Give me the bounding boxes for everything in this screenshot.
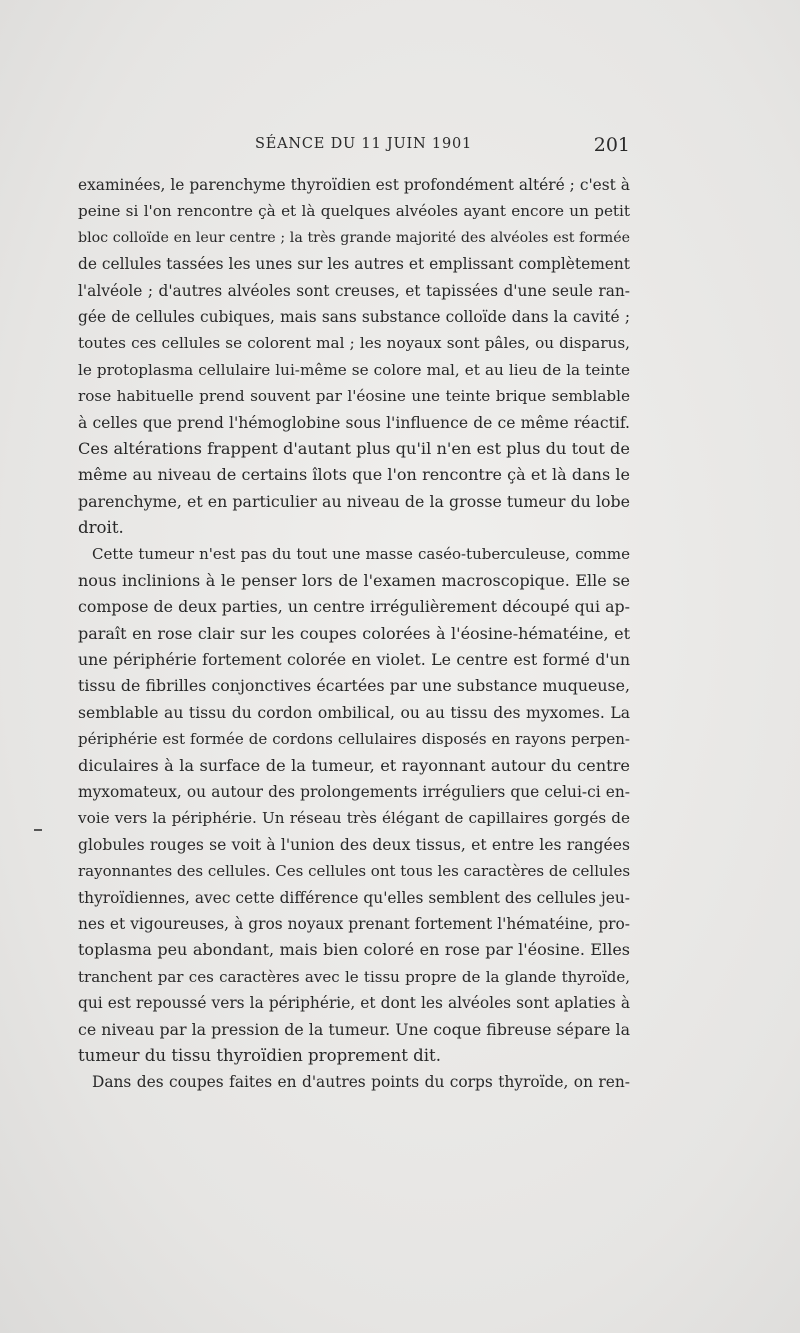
body-text [78,172,630,1096]
text-line: rose habituelle prend souvent par l'éosine une teinte brique semblable [78,387,630,406]
text-line: tumeur du tissu thyroïdien proprement dit. [78,1045,442,1065]
page-header [78,134,630,160]
text-line: même au niveau de certains îlots que l'on rencontre çà et là dans le [78,465,630,485]
paragraph-first-line: Cette tumeur n'est pas du tout une masse caséo-tuberculeuse, comme [92,545,630,564]
text-line: voie vers la périphérie. Un réseau très élégant de capillaires gorgés de [78,809,630,828]
text-line: examinées, le parenchyme thyroïdien est profondément altéré ; c'est à [78,176,630,194]
text-line: thyroïdiennes, avec cette différence qu'elles semblent des cellules jeu- [78,888,630,907]
text-line: toutes ces cellules se colorent mal ; les noyaux sont pâles, ou disparus, [78,334,630,353]
text-line: semblable au tissu du cordon ombilical, ou au tissu des myxomes. La [78,703,630,722]
text-line: bloc colloïde en leur centre ; la très grande majorité des alvéoles est formée [78,229,630,246]
text-line: gée de cellules cubiques, mais sans substance colloïde dans la cavité ; [78,307,630,326]
text-line: nous inclinions à le penser lors de l'examen macroscopique. Elle se [78,570,630,590]
text-line: toplasma peu abondant, mais bien coloré en rose par l'éosine. Elles [78,940,630,960]
text-line: tissu de fibrilles conjonctives écartées par une substance muqueuse, [78,676,630,696]
text-line: rayonnantes des cellules. Ces cellules ont tous les caractères de cellules [78,862,631,881]
text-line: ce niveau par la pression de la tumeur. Une coque fibreuse sépare la [78,1019,630,1039]
text-line: le protoplasma cellulaire lui-même se colore mal, et au lieu de la teinte [78,360,630,379]
text-line: nes et vigoureuses, à gros noyaux prenant fortement l'hématéine, pro- [78,914,630,933]
text-line: peine si l'on rencontre çà et là quelques alvéoles ayant encore un petit [78,202,630,221]
paragraph-first-line: Dans des coupes faites en d'autres points du corps thyroïde, on ren- [92,1073,630,1092]
running-head: SÉANCE DU 11 JUIN 1901 [255,136,473,152]
text-line: de cellules tassées les unes sur les autres et emplissant complètement [78,255,630,274]
text-line: qui est repoussé vers la périphérie, et dont les alvéoles sont aplaties à [78,994,630,1013]
text-line: périphérie est formée de cordons cellulaires disposés en rayons perpen- [78,730,630,749]
text-line: l'alvéole ; d'autres alvéoles sont creuses, et tapissées d'une seule ran- [78,281,630,300]
text-line: myxomateux, ou autour des prolongements irréguliers que celui-ci en- [78,782,630,801]
page-number: 201 [593,134,630,156]
text-line: diculaires à la surface de la tumeur, et rayonnant autour du centre [78,755,630,775]
text-line: droit. [78,518,124,538]
margin-mark [34,829,42,831]
text-line: compose de deux parties, un centre irrégulièrement découpé qui ap- [78,597,630,617]
text-line: paraît en rose clair sur les coupes colorées à l'éosine-hématéine, et [78,623,630,643]
text-line: Ces altérations frappent d'autant plus qu'il n'en est plus du tout de [78,438,630,458]
text-line: une périphérie fortement colorée en violet. Le centre est formé d'un [78,650,630,670]
text-line: à celles que prend l'hémoglobine sous l'influence de ce même réactif. [78,413,630,432]
text-line: parenchyme, et en particulier au niveau de la grosse tumeur du lobe [78,491,630,511]
text-line: globules rouges se voit à l'union des deux tissus, et entre les rangées [78,835,630,854]
text-line: tranchent par ces caractères avec le tissu propre de la glande thyroïde, [78,967,630,986]
